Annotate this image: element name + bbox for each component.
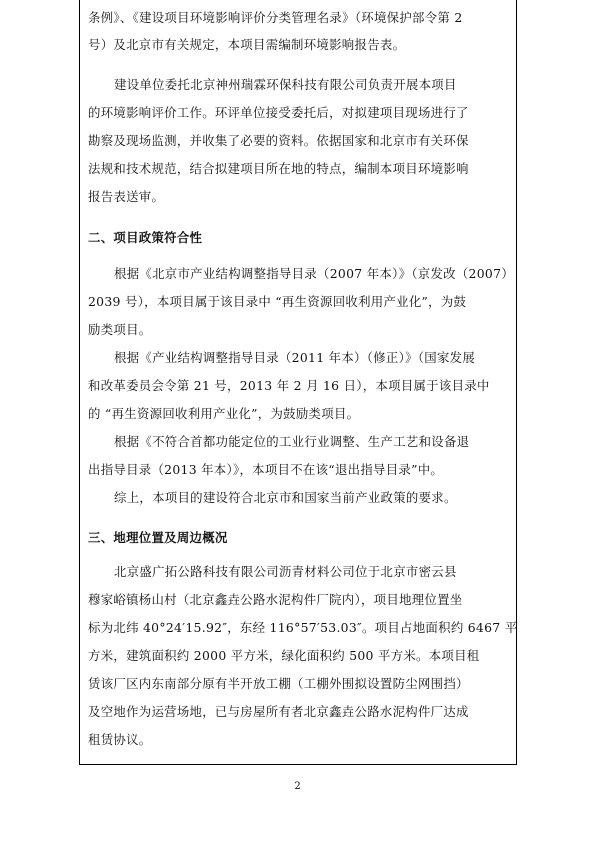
text-line: 出指导目录（2013 年本）》，本项目不在该“退出指导目录”中。 (88, 462, 444, 477)
page-number: 2 (294, 781, 301, 792)
text-line: 根据《不符合首都功能定位的工业行业调整、生产工艺和设备退 (114, 434, 470, 449)
text-line: 综上，本项目的建设符合北京市和国家当前产业政策的要求。 (114, 490, 457, 505)
text-line: 报告表送审。 (88, 189, 165, 204)
text-line: 根据《北京市产业结构调整指导目录（2007 年本）》（京发改（2007） (114, 266, 514, 281)
text-line: 的 “再生资源回收利用产业化”，为鼓励类项目。 (88, 406, 360, 421)
text-line: 穆家峪镇杨山村（北京鑫垚公路水泥构件厂院内），项目地理位置坐 (88, 592, 463, 607)
text-line: 标为北纬 40°24′15.92″，东经 116°57′53.03″。项目占地面积约 6467 平 (88, 620, 518, 635)
text-line: 赁该厂区内东南部分原有半开放工棚（工棚外围拟设置防尘网围挡） (88, 676, 469, 691)
text-line: 的环境影响评价工作。环评单位接受委托后，对拟建项目现场进行了 (88, 105, 469, 120)
text-line: 方米，建筑面积约 2000 平方米，绿化面积约 500 平方米。本项目租 (88, 648, 480, 663)
text-line: 根据《产业结构调整指导目录（2011 年本）（修正）》（国家发展 (114, 350, 476, 365)
text-line: 勘察及现场监测，并收集了必要的资料。依据国家和北京市有关环保 (88, 133, 469, 148)
text-line: 建设单位委托北京神州瑞霖环保科技有限公司负责开展本项目 (114, 77, 457, 92)
page-border-frame (79, 0, 517, 765)
text-line: 2039 号），本项目属于该目录中 “再生资源回收利用产业化”，为鼓 (88, 294, 467, 309)
text-line: 北京盛广拓公路科技有限公司沥青材料公司位于北京市密云县 (114, 564, 457, 579)
text-line: 条例》、《建设项目环境影响评价分类管理名录》（环境保护部令第 2 (88, 10, 463, 25)
text-line: 号）及北京市有关规定，本项目需编制环境影响报告表。 (88, 37, 406, 52)
text-line: 及空地作为运营场地，已与房屋所有者北京鑫垚公路水泥构件厂达成 (88, 704, 469, 719)
text-line: 和改革委员会令第 21 号，2013 年 2 月 16 日），本项目属于该目录中 (88, 378, 490, 393)
text-line: 法规和技术规范，结合拟建项目所在地的特点，编制本项目环境影响 (88, 161, 469, 176)
section-heading-policy: 二、项目政策符合性 (88, 230, 203, 245)
text-line: 租赁协议。 (88, 732, 152, 747)
section-heading-location: 三、地理位置及周边概况 (88, 530, 228, 545)
text-line: 励类项目。 (88, 322, 152, 337)
